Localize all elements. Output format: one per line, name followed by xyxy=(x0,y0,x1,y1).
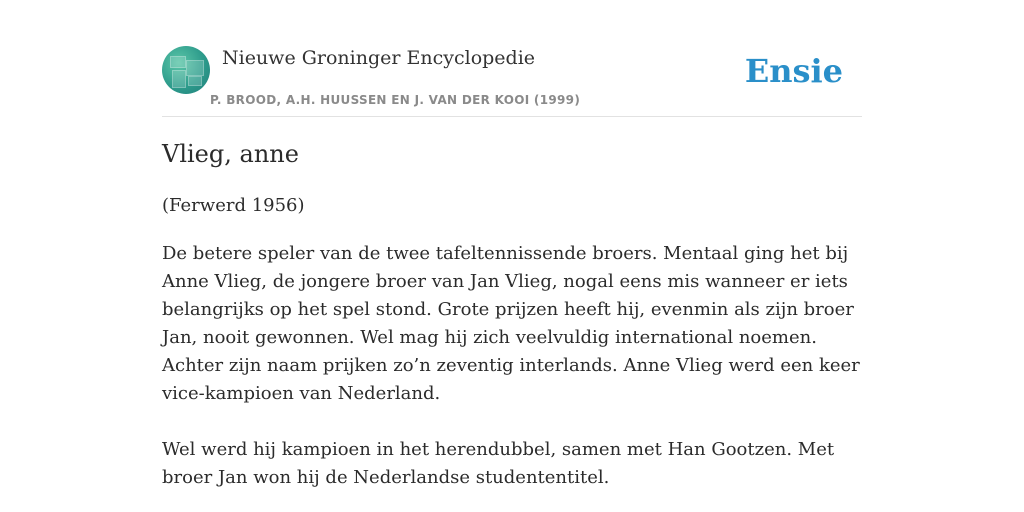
entry-subtitle: (Ferwerd 1956) xyxy=(162,195,305,216)
book-cover-icon[interactable] xyxy=(162,46,210,94)
entry-title: Vlieg, anne xyxy=(162,140,299,168)
entry-paragraph: Wel werd hij kampioen in het herendubbel, samen met Han Gootzen. Met broer Jan won hij de Nederlandse studententitel. xyxy=(162,439,835,488)
book-title-link[interactable]: Nieuwe Groninger Encyclopedie xyxy=(222,47,536,69)
entry-paragraph: De betere speler van de twee tafeltennissende broers. Mentaal ging het bij Anne Vlieg, de jongere broer van Jan Vlieg, nogal eens mis wanneer er iets belangrijks op het spel stond. Grote prijzen heeft hij, evenmin als zijn broer Jan, nooit gewonnen. Wel mag hij zich veelvuldig international noemen. Achter zijn naam prijken zo’n zeventig interlands. Anne Vlieg werd een keer vice-kampioen van Nederland. xyxy=(162,243,860,404)
ensie-logo[interactable]: Ensie xyxy=(744,52,843,90)
book-header xyxy=(162,46,862,117)
entry-body xyxy=(162,240,872,512)
book-authors: P. BROOD, A.H. HUUSSEN EN J. VAN DER KOOI (1999) xyxy=(210,93,581,107)
